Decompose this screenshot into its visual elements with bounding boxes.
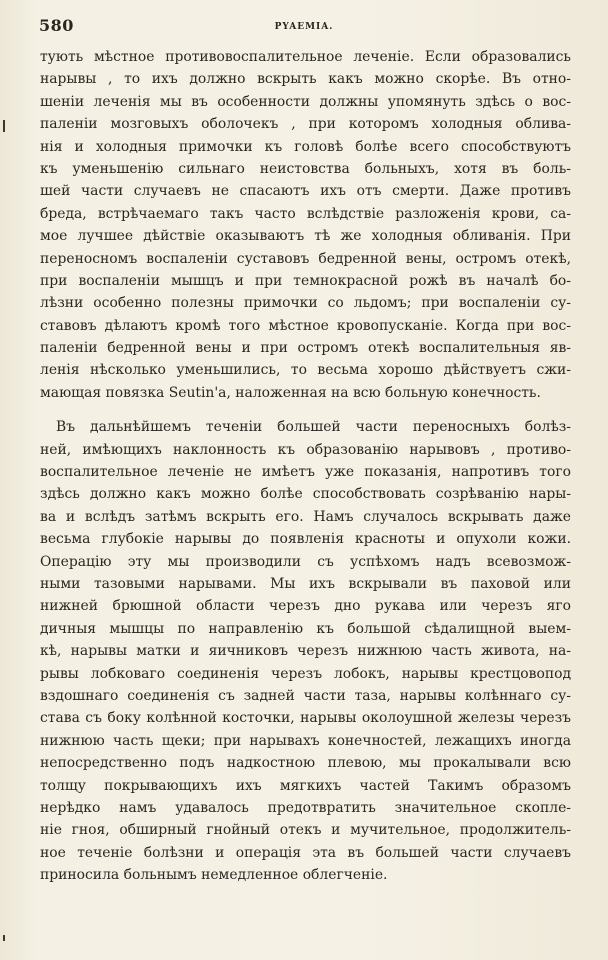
text-line: ва и вслѣдъ затѣмъ вскрыть его. Намъ случалось вскрывать даже [40,508,571,525]
text-line: приносила больнымъ немедленное облегченіе. [40,867,388,884]
text-line: лѣзни особенно полезны примочки со льдомъ; при воспаленіи су- [40,295,571,312]
text-line: нижнюю часть щеки; при нарывахъ конечностей, лежащихъ иногда [40,732,571,749]
text-line: тують мѣстное противовоспалительное леченіе. Если образовались [40,49,571,65]
text-line: Операцію эту мы производили съ успѣхомъ надъ всевозмож- [40,553,571,570]
text-line: ное теченіе болѣзни и операція эта въ большей части случаевъ [40,844,571,861]
text-line: Въ дальнѣйшемъ теченіи большей части переносныхъ болѣз- [56,419,571,436]
text-line: нарывы , то ихъ должно вскрыть какъ можно скорѣе. Въ отно- [40,71,571,88]
text-line: става съ боку колѣнной косточки, нарывы околоушной железы черезъ [40,710,571,727]
text-line: шеніи леченія мы въ особенности должны упомянуть здѣсь о вос- [40,93,571,110]
text-line: непосредственно подъ надкостною плевою, мы прокалывали всю [40,755,571,772]
page-number: 580 [39,16,74,35]
margin-mark [3,935,5,941]
text-line: ніе гноя, обширный гнойный отекъ и мучительное, продолжитель- [40,822,571,839]
text-line: воспалительное леченіе не имѣетъ уже показанія, напротивъ того [40,464,571,481]
text-line: мое лучшее дѣйствіе оказываютъ тѣ же холодныя обливанія. При [40,228,571,245]
text-line: ставовъ дѣлаютъ кромѣ того мѣстное кровопусканіе. Когда при вос- [40,317,571,334]
text-line: нижней брюшной области черезъ дно рукава или черезъ яго [40,598,571,615]
text-line: мающая повязка Seutin'a, наложенная на всю больную конечность. [40,384,541,401]
running-title: PYAEMIA. [274,22,334,32]
text-line: переносномъ воспаленіи суставовъ бедренной вены, остромъ отекѣ, [40,250,571,267]
text-line: вздошнаго соединенія съ задней части таза, нарывы колѣннаго су- [40,687,571,704]
text-line: ленія нѣсколько уменьшились, то весьма хорошо дѣйствуетъ сжи- [40,362,571,379]
text-line: къ уменьшенію сильнаго неистовства больныхъ, хотя въ боль- [40,160,571,177]
text-line: рывы лобковаго соединенія черезъ лобокъ, нарывы крестцовопод [40,665,571,682]
text-line: ней, имѣющихъ наклонность къ образованію нарывовъ , противо- [40,441,571,458]
paragraph-1 [40,46,571,404]
text-line: бреда, встрѣчаемаго такъ часто вслѣдствіе разложенія крови, са- [40,205,571,222]
text-line: дичныя мышцы по направленію къ большой сѣдалищной выем- [40,620,571,637]
text-line: кѣ, нарывы матки и яичниковъ черезъ нижнюю часть живота, на- [40,643,571,660]
body-text [40,46,571,886]
text-line: паленіи мозговыхъ оболочекъ , при которомъ холодныя облива- [40,116,571,133]
text-line: ными тазовыми нарывами. Мы ихъ вскрывали въ паховой или [40,575,571,592]
text-line: здѣсь должно какъ можно болѣе способствовать созрѣванію нары- [40,486,571,503]
text-line: весьма глубокіе нарывы до появленія красноты и опухоли кожи. [40,531,571,548]
text-line: при воспаленіи мышцъ и при темнокрасной рожѣ въ началѣ бо- [40,272,571,289]
text-line: нерѣдко намъ удавалось предотвратить значительное скопле- [40,799,571,816]
margin-mark [3,120,5,132]
text-line: нія и холодныя примочки къ головѣ болѣе всего способствуютъ [40,138,571,155]
text-line: толщу покрывающихъ ихъ мягкихъ частей Такимъ образомъ [40,777,571,794]
paragraph-2 [40,416,571,886]
text-line: паленіи бедренной вены и при остромъ отекѣ воспалительныя яв- [40,340,571,357]
text-line: шей части случаевъ не спасаютъ ихъ отъ смерти. Даже противъ [40,183,571,200]
